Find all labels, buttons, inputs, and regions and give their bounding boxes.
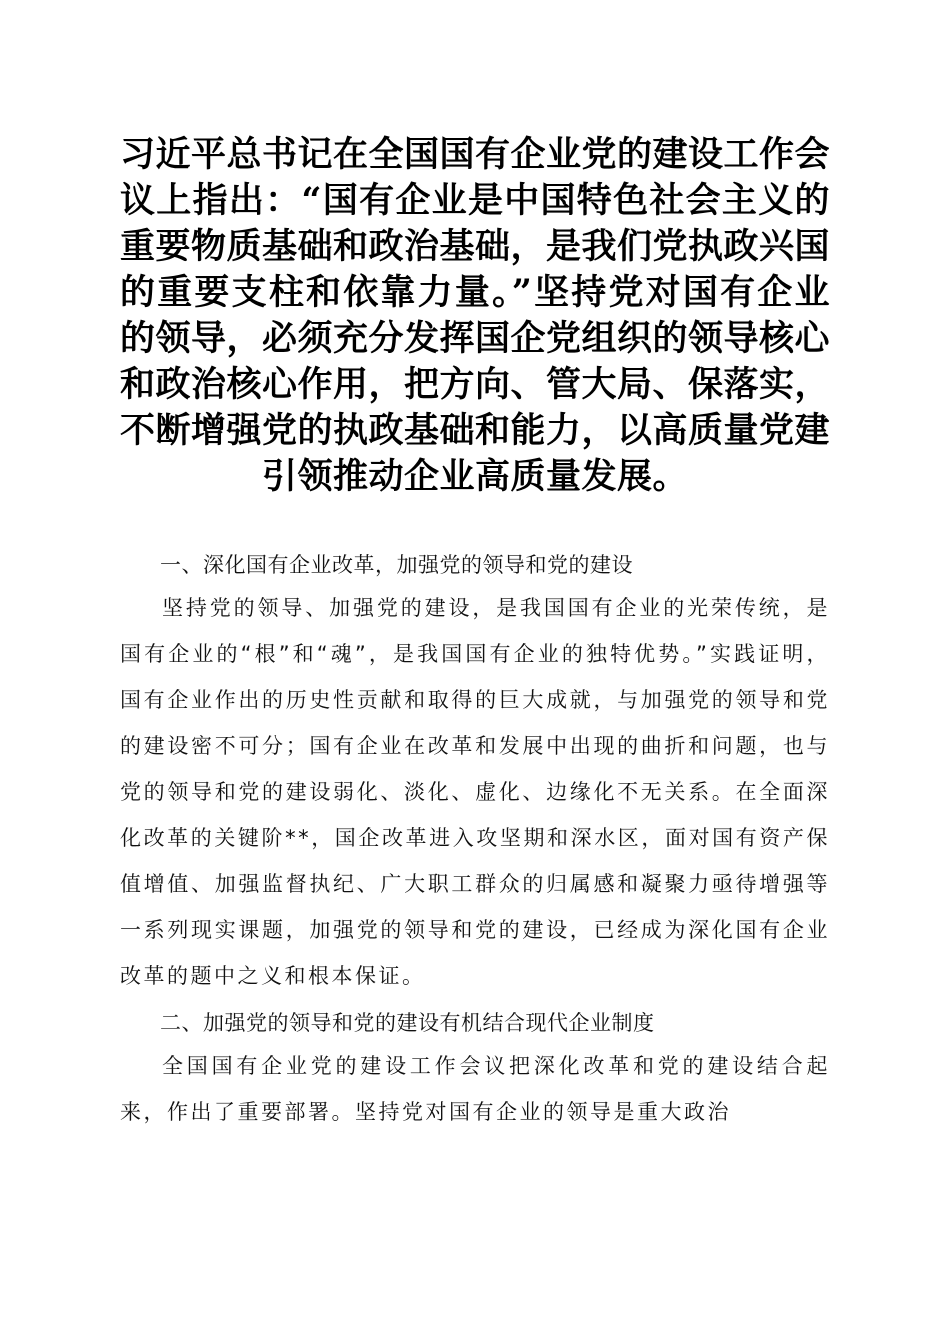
section-paragraph-1: 坚持党的领导、加强党的建设，是我国国有企业的光荣传统，是国有企业的“根”和“魂”，是我国国有企业的独特优势。”实践证明，国有企业作出的历史性贡献和取得的巨大成就，与加强党的领导和党的建设密不可分；国有企业在改革和发展中出现的曲折和问题，也与党的领导和党的建设弱化、淡化、虚化、边缘化不无关系。在全面深化改革的关键阶**，国企改革进入攻坚期和深水区，面对国有资产保值增值、加强监督执纪、广大职工群众的归属感和凝聚力亟待增强等一系列现实课题，加强党的领导和党的建设，已经成为深化国有企业改革的题中之义和根本保证。 — [120, 596, 830, 988]
document-title: 习近平总书记在全国国有企业党的建设工作会议上指出：“国有企业是中国特色社会主义的重要物质基础和政治基础，是我们党执政兴国的重要支柱和依靠力量。”坚持党对国有企业的领导，必须充分发挥国企党组织的领导核心和政治核心作用，把方向、管大局、保落实，不断增强党的执政基础和能力，以高质量党建引领推动企业高质量发展。 — [120, 134, 831, 497]
section-heading-2: 二、加强党的领导和党的建设有机结合现代企业制度 — [160, 1011, 655, 1035]
section-paragraph-2: 全国国有企业党的建设工作会议把深化改革和党的建设结合起来，作出了重要部署。坚持党对国有企业的领导是重大政治 — [120, 1054, 830, 1124]
document-body — [120, 545, 830, 1135]
section-heading-1: 一、深化国有企业改革，加强党的领导和党的建设 — [160, 553, 633, 577]
